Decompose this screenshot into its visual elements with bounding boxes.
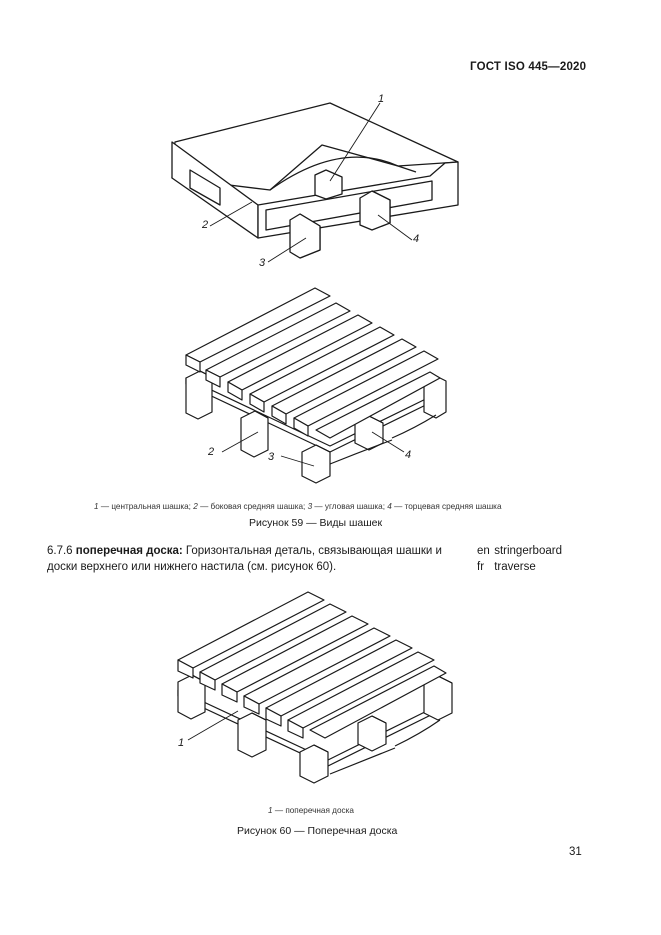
fig59-top-callout-3: 3 <box>259 257 266 269</box>
legend-text-4: торцевая средняя шашка <box>404 502 502 511</box>
figure-60-caption: Рисунок 60 — Поперечная доска <box>237 825 398 837</box>
fig59-top-callout-1: 1 <box>378 93 385 105</box>
legend-text-1: центральная шашка; <box>111 502 191 511</box>
legend-text-3: угловая шашка; <box>324 502 385 511</box>
fig59-top-callout-2: 2 <box>202 219 209 231</box>
legend-num-4: 4 <box>387 502 392 511</box>
figure-60-drawing <box>0 580 661 800</box>
fig59-pallet-callout-4: 4 <box>405 449 412 461</box>
figure-59-caption: Рисунок 59 — Виды шашек <box>249 517 383 529</box>
section-number: 6.7.6 <box>47 545 73 557</box>
term-definition-text: Горизонтальная деталь, связывающая шашки и доски верхнего или нижнего настила (см. рисунок 60). <box>47 545 442 573</box>
term-translations <box>477 543 562 575</box>
fig60-callout-1: 1 <box>178 737 185 749</box>
translation-en: en stringerboard <box>477 545 562 557</box>
legend-dash: — <box>200 502 209 511</box>
fig59-pallet-callout-2: 2 <box>208 446 215 458</box>
legend-num-2: 2 <box>193 502 198 511</box>
page-number: 31 <box>569 846 582 858</box>
legend60-dash: — <box>274 806 284 815</box>
fig59-top-callout-4: 4 <box>413 233 420 245</box>
legend-dash: — <box>394 502 403 511</box>
fig59-pallet-callout-3: 3 <box>268 451 275 463</box>
standard-code: ГОСТ ISO 445—2020 <box>470 61 587 73</box>
term-definition <box>47 543 467 575</box>
legend-dash: — <box>100 502 110 511</box>
legend60-text-1: поперечная доска <box>285 806 354 815</box>
figure-59-legend <box>94 502 502 511</box>
legend-num-1: 1 <box>94 502 99 511</box>
legend-dash: — <box>314 502 323 511</box>
figure-60-legend <box>268 806 354 815</box>
term-name: поперечная доска: <box>75 545 183 557</box>
legend-num-3: 3 <box>307 502 313 511</box>
legend60-num-1: 1 <box>268 806 273 815</box>
legend-text-2: боковая средняя шашка; <box>210 502 306 511</box>
translation-fr: fr traverse <box>477 561 536 573</box>
